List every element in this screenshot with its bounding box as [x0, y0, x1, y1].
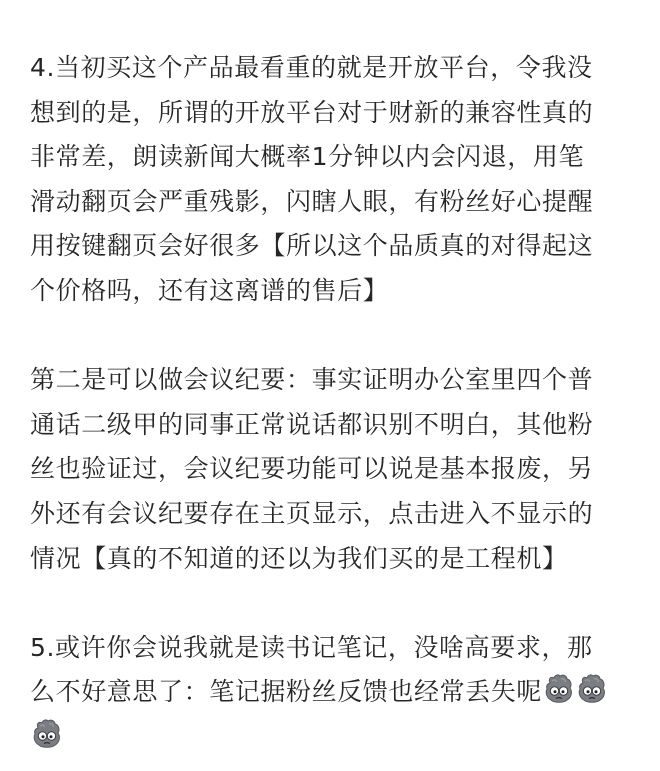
text-line: 丝也验证过，会议纪要功能可以说是基本报废，另 [30, 454, 594, 484]
text-line: 想到的是，所谓的开放平台对于财新的兼容性真的 [30, 97, 594, 127]
text-line [30, 715, 634, 760]
text-line: 非常差，朗读新闻大概率1分钟以内会闪退，用笔 [30, 142, 585, 172]
text-line: 第二是可以做会议纪要：事实证明办公室里四个普 [30, 365, 594, 395]
text-line: 个价格吗，还有这离谱的售后】 [30, 275, 389, 305]
sad-face-emoji-icon [543, 673, 575, 705]
paragraph-3 [30, 626, 634, 760]
text-line: 用按键翻页会好很多【所以这个品质真的对得起这 [30, 231, 594, 261]
post-body [30, 46, 634, 760]
sad-face-emoji-icon [576, 673, 608, 705]
paragraph-1 [30, 46, 634, 314]
paragraph-spacer [30, 314, 634, 359]
sad-face-emoji-icon [31, 718, 63, 750]
text-line: 5.或许你会说我就是读书记笔记，没啥高要求，那 [30, 632, 593, 662]
text-line: 滑动翻页会严重残影，闪瞎人眼，有粉丝好心提醒 [30, 186, 594, 216]
text-line: 通话二级甲的同事正常说话都识别不明白，其他粉 [30, 409, 594, 439]
text-line-content: 么不好意思了：笔记据粉丝反馈也经常丢失呢 [30, 677, 543, 707]
text-line: 情况【真的不知道的还以为我们买的是工程机】 [30, 543, 568, 573]
paragraph-spacer [30, 581, 634, 626]
paragraph-2 [30, 358, 634, 581]
text-line: 外还有会议纪要存在主页显示，点击进入不显示的 [30, 498, 594, 528]
text-line [30, 670, 634, 715]
text-line: 4.当初买这个产品最看重的就是开放平台，令我没 [30, 53, 593, 82]
